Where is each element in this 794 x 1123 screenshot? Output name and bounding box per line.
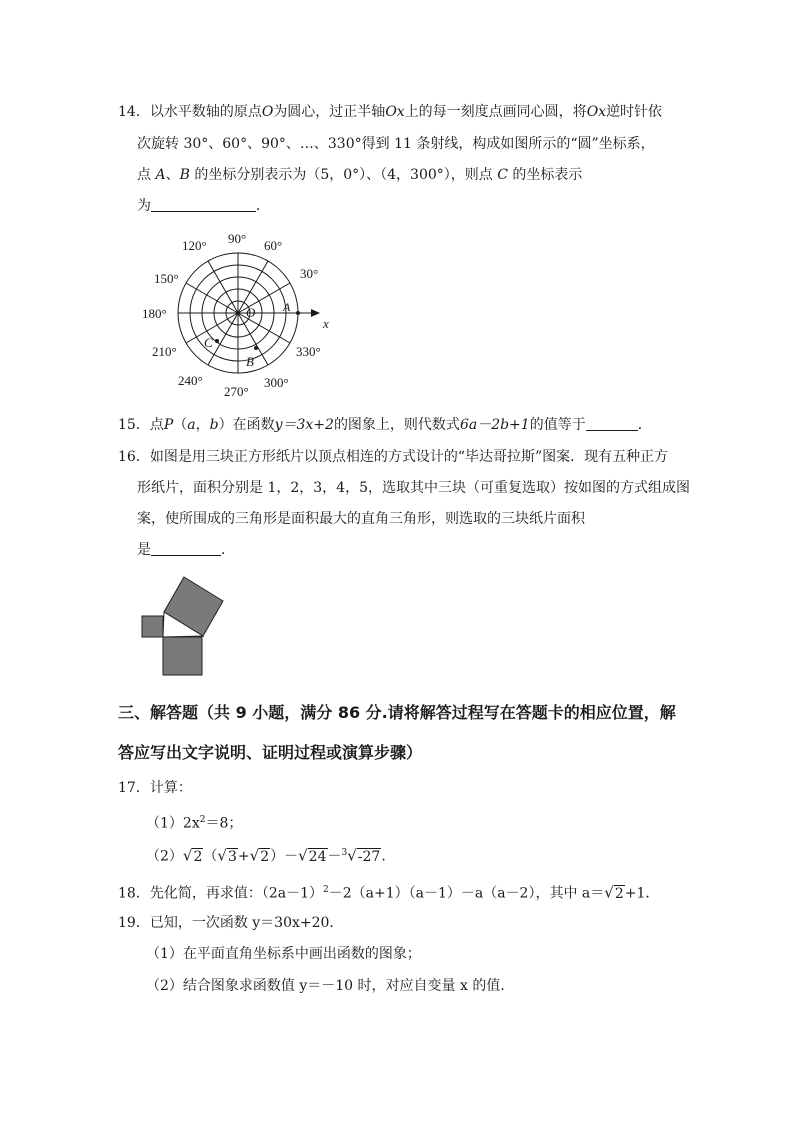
label-270: 270° [224,384,249,399]
q19-title: 19．已知，一次函数 y＝30x+20． [118,915,344,931]
answer-blank-16 [151,541,221,556]
label-300: 300° [264,375,289,390]
q16-line-2: 形纸片，面积分别是 1，2，3，4，5，选取其中三块（可重复选取）按如图的方式组成图 [137,480,690,496]
radical-icon: √ [298,846,308,865]
label-150: 150° [154,271,179,286]
answer-blank-14 [151,197,256,212]
q17-part-1: $(1)2x^2=8$； [146,815,243,832]
pythagoras-figure [140,575,230,680]
q19-part-2: （2）结合图象求函数值 y＝－10 时，对应自变量 x 的值． [146,978,515,994]
q14-line-4: 为 ． [137,198,270,214]
radical-icon: √ [249,846,260,865]
q18-line: 18．先化简，再求值：$(2a-1)^2-2(a+1)(a-1)-a(a-2)$，其中 a＝√2+1． [118,883,660,902]
answer-blank-15 [586,416,638,431]
q16-line-1: 16．如图是用三块正方形纸片以顶点相连的方式设计的“毕达哥拉斯”图案．现有五种正方 [118,449,669,465]
point-A [296,311,300,315]
polar-coordinate-figure [130,225,350,405]
q16-line-4: 是 ． [137,542,235,558]
label-240: 240° [178,373,203,388]
label-30: 30° [300,266,319,281]
x-axis-arrow [311,309,320,317]
label-B: B [246,354,254,369]
point-B [254,346,258,350]
q14-line-3: 点 A、B 的坐标分别表示为（5，0°）、（4，300°），则点 C 的坐标表示 [137,167,583,183]
q16-line-3: 案，使所围成的三角形是面积最大的直角三角形，则选取的三块纸片面积 [137,511,585,527]
small-square [142,616,163,637]
label-60: 60° [264,238,283,253]
section3-heading-line-1: 三、解答题（共 9 小题，满分 86 分.请将解答过程写在答题卡的相应位置，解 [118,703,676,722]
q19-part-1: （1）在平面直角坐标系中画出函数的图象； [146,946,421,962]
q17-part-2: （2）√2（√3+√2）－√24－$^3$√-27. [146,846,386,865]
cube-root-icon: √ [347,846,357,865]
radical-icon: √ [217,846,227,865]
label-C: C [204,335,213,350]
q14-line-1: 14．以水平数轴的原点O为圆心，过正半轴Ox上的每一刻度点画同心圆，将Ox逆时针依 [118,104,663,120]
q17-title: 17．计算： [118,780,192,796]
label-120: 120° [182,238,207,253]
label-x: x [323,316,329,331]
point-C [215,339,219,343]
radical-icon: √ [182,846,193,865]
q14-line-2: 次旋转 30°、60°、90°、…、330°得到 11 条射线，构成如图所示的“圆”坐标系， [137,136,655,152]
q15-line: 15．点P（a，b）在函数y＝3x+2的图象上，则代数式6a－2b+1的值等于 ． [118,417,652,433]
section3-heading-line-2: 答应写出文字说明、证明过程或演算步骤） [118,743,423,762]
label-210: 210° [152,344,177,359]
label-A: A [283,300,291,314]
label-180: 180° [142,306,167,321]
radical-icon: √ [604,883,614,902]
label-330: 330° [296,344,321,359]
label-O: O [246,305,256,320]
label-90: 90° [228,231,247,246]
medium-square [163,637,202,675]
